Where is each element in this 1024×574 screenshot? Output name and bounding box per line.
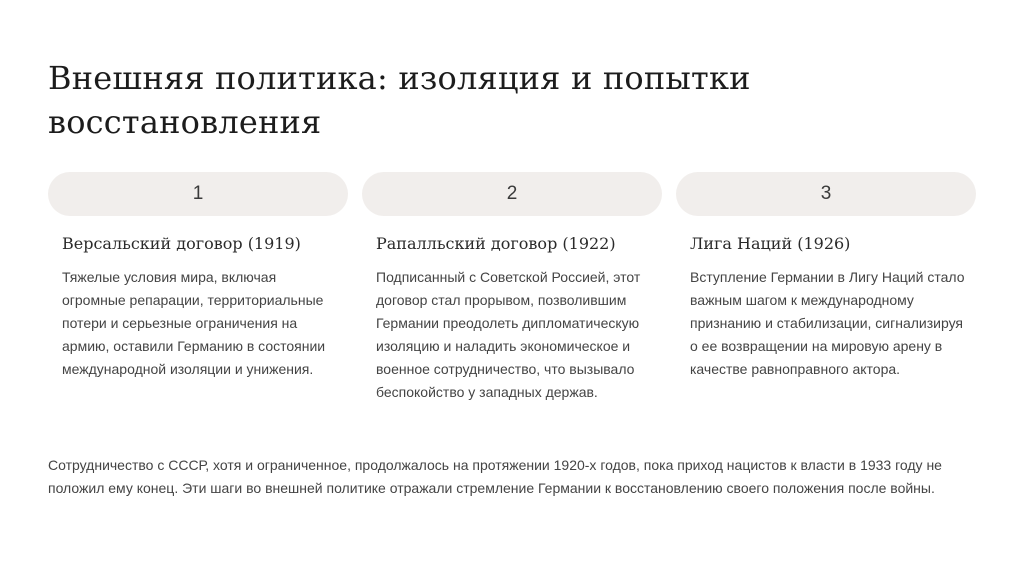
card-number-badge: 1 xyxy=(48,172,348,216)
card-versailles xyxy=(48,172,348,381)
card-body: Вступление Германии в Лигу Наций стало важным шагом к международному признанию и стабилизации, сигнализируя о ее возвращении на мировую арену в качестве равноправного актора. xyxy=(690,269,965,377)
card-body: Подписанный с Советской Россией, этот договор стал прорывом, позволившим Германии преодолеть дипломатическую изоляцию и наладить экономическое и военное сотрудничество, что вызывало беспокойство у западных держав. xyxy=(376,269,641,400)
page-title: Внешняя политика: изоляция и попытки восстановления xyxy=(48,59,751,141)
summary-paragraph: Сотрудничество с СССР, хотя и ограниченное, продолжалось на протяжении 1920-х годов, пока приход нацистов к власти в 1933 году не положил ему конец. Эти шаги во внешней политике отражали стремление Германии к восстановлению своего положения после войны. xyxy=(48,457,942,496)
card-league-of-nations xyxy=(676,172,976,381)
card-heading: Версальский договор (1919) xyxy=(62,234,301,253)
card-heading: Лига Наций (1926) xyxy=(690,234,851,253)
card-number-badge: 2 xyxy=(362,172,662,216)
card-number-badge: 3 xyxy=(676,172,976,216)
card-rapallo xyxy=(362,172,662,404)
card-heading: Рапалльский договор (1922) xyxy=(376,234,616,253)
card-body: Тяжелые условия мира, включая огромные репарации, территориальные потери и серьезные ограничения на армию, оставили Германию в состоянии международной изоляции и унижения. xyxy=(62,269,326,377)
